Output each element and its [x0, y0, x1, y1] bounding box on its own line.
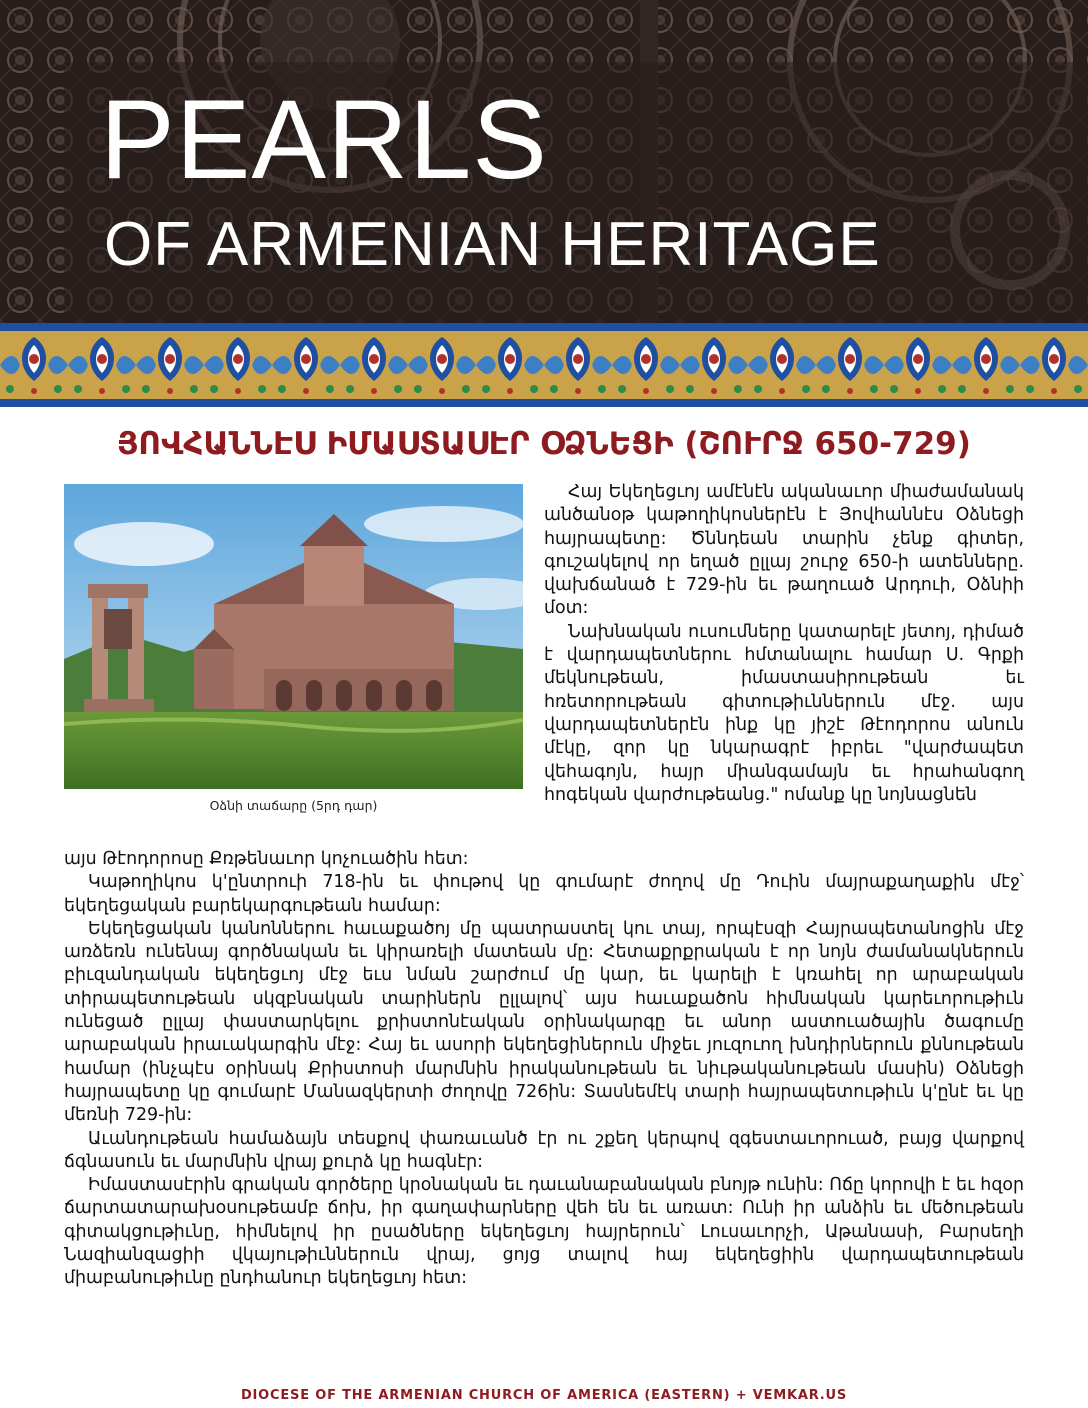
article-paragraph: Նախնական ուսումները կատարելէ յետոյ, դիմած է վարդապետներու հմտանալու համար Ս. Գրքի մեկնութեան, իմաստասիրութեան եւ հռետորութեան գիտութիւններուն մէջ. այս վարդապետներէն ինք կը յիշէ Թէոդորոս անուն մէկը, զոր կը նկարագրէ իբրեւ "վարժապետ վեհագոյն, հայր միանգամայն եւ հրահանգող հոգեկան վարժութեանց." ոմանք կը նոյնացնեն: [544, 621, 1024, 805]
article-paragraph: Աւանդութեան համաձայն տեսքով փառաւանծ էր ու շքեղ կերպով զգեստաւորուած, բայց վարքով ճգնասուն եւ մարմնին վրայ քուրձ կը հագնէր:: [64, 1128, 1024, 1172]
column-text: [544, 481, 1024, 807]
ornament-strip: [0, 323, 1088, 407]
ornament-pattern: [0, 323, 1088, 407]
full-width-text: [64, 848, 1024, 1291]
article-paragraph: Իմաստասէրին գրական գործերը կրօնական եւ դաւանաբանական բնոյթ ունին: Ոճը կորովի է եւ հզօր ճարտատարախօսութեամբ ճոխ, իր գաղափարները վեհ են եւ առատ: Ունի իր անձին եւ մեծութեան գիտակցութիւնը, հիմնելով իր ըսածները եկեղեցւոյ հայրերուն՝ Լուսաւորչի, Աթանասի, Բարսեղի Նազիանզացիի վկայութիւններուն վրայ, ցոյց տալով հայ եկեղեցիին վարդապետութեան միաբանութիւնը ընդհանուր եկեղեցւոյ հետ:: [64, 1175, 1024, 1289]
footer-credit: DIOCESE OF THE ARMENIAN CHURCH OF AMERICA (EASTERN) + VEMKAR.US: [240, 1388, 848, 1403]
church-photo: [64, 484, 523, 789]
article-paragraph: Եկեղեցական կանոններու հաւաքածոյ մը պատրաստել կու տայ, որպէսզի Հայրապետանոցին մէջ առձեռն ունենայ գործնական եւ կիրառելի մատեան մը: Հետաքրքրական է որ նոյն ժամանակներուն բիւզանդական եկեղեցւոյ մէջ եւս նման շարժում մը կար, եւ կարելի է կռահել որ արաբական տիրապետութեան սկզբնական տարիներն ըլլալով՝ այս հաւաքածոն հիմնական կարեւորութիւն ունեցած ըլլայ փաստարկելու քրիստոնէական օրինակարգը եւ անոր աստուածային ծագումը արաբական իրաւակարգին մէջ: Հայ եւ ասորի եկեղեցիներուն միջեւ յուզուող խնդիրներուն քննութեան համար (ինչպէս օրինակ Քրիստոսի մարմնին իրականութեան եւ նիւթականութեան մասին) Օձնեցի հայրապետը կը գումարէ Մանազկերտի ժողովը 726ին: Տասնեմէկ տարի հայրապետութիւն կ'ընէ եւ կը մեռնի 729-ին:: [64, 918, 1024, 1126]
article-paragraph: Հայ Եկեղեցւոյ ամէնէն ականաւոր միաժամանակ անծանօթ կաթողիկոսներէն է Յովհաննէս Օձնեցի հայրապետը: Ծննդեան տարին չենք գիտեր, գուշակելով որ եղած ըլլայ շուրջ 650-ի ատենները. վախճանած է 729-ին եւ թաղուած Արդուի, Օձնիի մօտ:: [544, 482, 1024, 619]
article-paragraph-continuation: այս Թէոդորոսը Քռթենաւոր կոչուածին հետ:: [64, 849, 469, 869]
church-illustration: [64, 484, 523, 789]
page-title: PEARLS: [100, 77, 548, 202]
article-heading: ՅՈՎՀԱՆՆԷՍ ԻՄԱՍՏԱՍԷՐ ՕՁՆԵՑԻ (ՇՈՒՐՋ 650-729): [117, 426, 971, 462]
photo-caption: Օձնի տաճարը (5րդ դար): [209, 798, 378, 813]
article-paragraph: Կաթողիկոս կ'ընտրուի 718-ին եւ փութով կը գումարէ ժողով մը Դուին մայրաքաղաքին մէջ՝ եկեղեցական բարեկարգութեան համար:: [64, 872, 1024, 916]
header-banner: [0, 0, 1088, 323]
page-subtitle: OF ARMENIAN HERITAGE: [104, 210, 881, 279]
